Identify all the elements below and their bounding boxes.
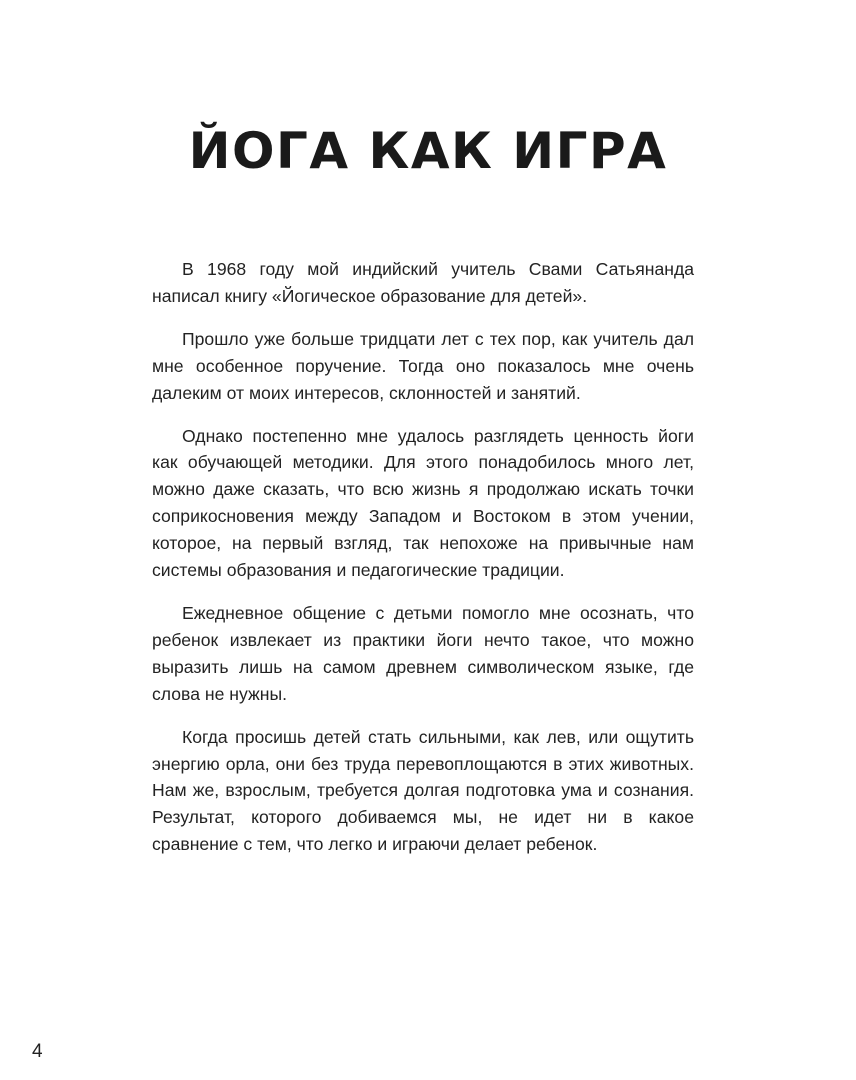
paragraph-4: Ежедневное общение с детьми помогло мне осознать, что ребенок извлекает из практики йоги нечто такое, что можно выразить лишь на самом древнем символическом языке, где слова не нужны. [152, 602, 694, 704]
paragraph-2: Прошло уже больше тридцати лет с тех пор, как учитель дал мне особенное поручение. Тогда оно показалось мне очень далеким от моих интересов, склонностей и занятий. [152, 328, 694, 403]
paragraph-3: Однако постепенно мне удалось разглядеть ценность йоги как обучающей методики. Для этого понадобилось много лет, можно даже сказать, что всю жизнь я продолжаю искать точки соприкосновения между Западом и Востоком в этом учении, которое, на первый взгляд, так непохоже на привычные нам системы образования и педагогические традиции. [152, 425, 694, 581]
body-text [152, 256, 694, 874]
page-number: 4 [32, 1041, 43, 1062]
paragraph-1: В 1968 году мой индийский учитель Свами Сатьянанда написал книгу «Йогическое образование для детей». [152, 259, 694, 306]
paragraph-5: Когда просишь детей стать сильными, как лев, или ощутить энергию орла, они без труда перевоплощаются в этих животных. Нам же, взрослым, требуется долгая подготовка ума и сознания. Результат, которого добиваемся мы, не идет ни в какое сравнение с тем, что легко и играючи делает ребенок. [152, 726, 694, 855]
page-title: ЙОГА КАК ИГРА [188, 122, 668, 180]
